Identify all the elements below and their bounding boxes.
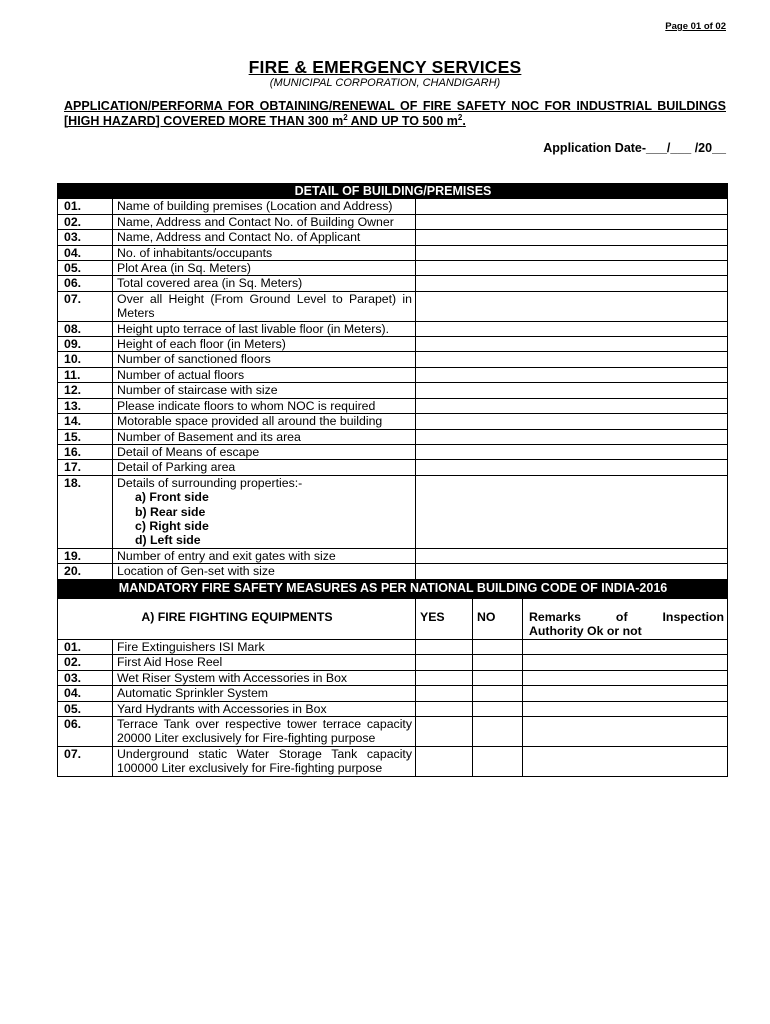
equipment-row	[58, 716, 728, 746]
surrounding-side-item: a) Front side	[135, 490, 209, 505]
no-checkbox-cell[interactable]	[473, 655, 523, 670]
equipment-row	[58, 686, 728, 701]
page-title: FIRE & EMERGENCY SERVICES	[248, 57, 522, 77]
row-label-text: Motorable space provided all around the building	[117, 414, 383, 429]
row-label	[113, 352, 416, 367]
row-number: 19.	[58, 548, 113, 563]
row-value-field[interactable]	[416, 214, 728, 229]
row-number: 01.	[58, 639, 113, 654]
equipment-label: Automatic Sprinkler System	[113, 686, 416, 701]
row-value-field[interactable]	[416, 337, 728, 352]
row-number: 14.	[58, 414, 113, 429]
building-detail-row	[58, 414, 728, 429]
row-number: 07.	[58, 291, 113, 321]
remarks-field[interactable]	[523, 746, 728, 776]
row-label-text: Number of entry and exit gates with size	[117, 548, 336, 563]
row-number: 13.	[58, 398, 113, 413]
row-label	[113, 383, 416, 398]
row-number: 08.	[58, 321, 113, 336]
equipment-row	[58, 701, 728, 716]
building-detail-row	[58, 352, 728, 367]
row-number: 03.	[58, 670, 113, 685]
row-value-field[interactable]	[416, 276, 728, 291]
application-date: Application Date-___/___ /20__	[543, 141, 726, 155]
page-subtitle: (MUNICIPAL CORPORATION, CHANDIGARH)	[269, 77, 501, 89]
no-checkbox-cell[interactable]	[473, 686, 523, 701]
building-detail-row	[58, 475, 728, 548]
row-label	[113, 398, 416, 413]
application-title-text: AND UP TO 500 m	[347, 113, 458, 128]
equipment-row	[58, 655, 728, 670]
row-value-field[interactable]	[416, 367, 728, 382]
row-value-field[interactable]	[416, 398, 728, 413]
building-detail-row	[58, 367, 728, 382]
application-form-table	[57, 183, 728, 777]
remarks-column-header	[523, 599, 728, 640]
building-detail-row	[58, 291, 728, 321]
equipment-label: Terrace Tank over respective tower terrace capacity 20000 Liter exclusively for Fire-fighting purpose	[113, 716, 416, 746]
row-label	[113, 337, 416, 352]
mandatory-section-heading: MANDATORY FIRE SAFETY MEASURES AS PER NATIONAL BUILDING CODE OF INDIA-2016	[58, 579, 728, 599]
row-label-text: Number of Basement and its area	[117, 429, 301, 444]
remarks-field[interactable]	[523, 686, 728, 701]
row-label-text: Name, Address and Contact No. of Building Owner	[117, 214, 394, 229]
row-label	[113, 199, 416, 214]
row-label	[113, 261, 416, 276]
row-label-text: Number of actual floors	[117, 367, 245, 382]
row-number: 15.	[58, 429, 113, 444]
row-label	[113, 245, 416, 260]
subsection-title: A) FIRE FIGHTING EQUIPMENTS	[58, 599, 416, 640]
surrounding-side-item: b) Rear side	[135, 504, 206, 519]
yes-checkbox-cell[interactable]	[416, 670, 473, 685]
yes-column-header: YES	[416, 599, 473, 640]
row-value-field[interactable]	[416, 245, 728, 260]
equipment-label: Wet Riser System with Accessories in Box	[113, 670, 416, 685]
no-checkbox-cell[interactable]	[473, 701, 523, 716]
building-detail-row	[58, 230, 728, 245]
row-label	[113, 321, 416, 336]
building-detail-row	[58, 383, 728, 398]
yes-checkbox-cell[interactable]	[416, 716, 473, 746]
superscript: 2	[343, 112, 348, 122]
row-value-field[interactable]	[416, 414, 728, 429]
row-number: 20.	[58, 564, 113, 579]
row-number: 16.	[58, 444, 113, 459]
row-value-field[interactable]	[416, 352, 728, 367]
application-title-text: .	[462, 113, 466, 128]
row-value-field[interactable]	[416, 429, 728, 444]
yes-checkbox-cell[interactable]	[416, 746, 473, 776]
row-label-text: Detail of Means of escape	[117, 444, 260, 459]
row-number: 05.	[58, 261, 113, 276]
row-value-field[interactable]	[416, 291, 728, 321]
row-label	[113, 414, 416, 429]
yes-checkbox-cell[interactable]	[416, 655, 473, 670]
row-number: 09.	[58, 337, 113, 352]
equipment-label: Yard Hydrants with Accessories in Box	[113, 701, 416, 716]
building-detail-row	[58, 199, 728, 214]
yes-checkbox-cell[interactable]	[416, 686, 473, 701]
surrounding-side-item: c) Right side	[135, 518, 209, 533]
remarks-field[interactable]	[523, 716, 728, 746]
row-number: 12.	[58, 383, 113, 398]
row-label	[113, 230, 416, 245]
row-value-field[interactable]	[416, 444, 728, 459]
building-detail-row	[58, 429, 728, 444]
building-section-heading-row	[58, 184, 728, 199]
building-detail-row	[58, 245, 728, 260]
row-number: 02.	[58, 655, 113, 670]
building-section-heading: DETAIL OF BUILDING/PREMISES	[58, 184, 728, 199]
remarks-header-line: Authority Ok or not	[529, 624, 642, 639]
application-title-text: APPLICATION/PERFORMA FOR OBTAINING/RENEWAL OF FIRE SAFETY NOC FOR INDUSTRIAL BUILDINGS [HIGH HAZARD] COVERED MORE THAN 300 m	[64, 99, 726, 128]
application-title	[64, 99, 726, 128]
building-detail-row	[58, 564, 728, 579]
remarks-field[interactable]	[523, 639, 728, 654]
row-number: 04.	[58, 686, 113, 701]
row-value-field[interactable]	[416, 548, 728, 563]
row-label	[113, 276, 416, 291]
row-label	[113, 564, 416, 579]
row-label-text: Total covered area (in Sq. Meters)	[117, 276, 303, 291]
row-value-field[interactable]	[416, 199, 728, 214]
row-number: 05.	[58, 701, 113, 716]
equipment-row	[58, 639, 728, 654]
row-label	[113, 429, 416, 444]
row-label-text: Height upto terrace of last livable floor (in Meters).	[117, 321, 390, 336]
no-checkbox-cell[interactable]	[473, 639, 523, 654]
no-checkbox-cell[interactable]	[473, 670, 523, 685]
row-label-text: Details of surrounding properties:-	[117, 475, 303, 490]
row-label-text: Name, Address and Contact No. of Applicant	[117, 230, 361, 245]
row-label-text: Number of staircase with size	[117, 383, 278, 398]
row-label	[113, 460, 416, 475]
row-label	[113, 444, 416, 459]
building-detail-row	[58, 337, 728, 352]
row-label-text: Location of Gen-set with size	[117, 564, 275, 579]
building-detail-row	[58, 321, 728, 336]
building-detail-row	[58, 444, 728, 459]
remarks-field[interactable]	[523, 670, 728, 685]
remarks-field[interactable]	[523, 655, 728, 670]
row-value-field[interactable]	[416, 564, 728, 579]
row-label-text: No. of inhabitants/occupants	[117, 245, 273, 260]
mandatory-section-heading-row	[58, 579, 728, 599]
row-value-field[interactable]	[416, 261, 728, 276]
building-detail-row	[58, 276, 728, 291]
no-checkbox-cell[interactable]	[473, 746, 523, 776]
row-label-text: Plot Area (in Sq. Meters)	[117, 261, 251, 276]
page-number: Page 01 of 02	[665, 21, 726, 32]
row-label	[113, 367, 416, 382]
equipment-header-row	[58, 599, 728, 640]
yes-checkbox-cell[interactable]	[416, 701, 473, 716]
row-label	[113, 475, 416, 548]
surrounding-side-item: d) Left side	[135, 533, 201, 548]
row-value-field[interactable]	[416, 230, 728, 245]
row-number: 04.	[58, 245, 113, 260]
row-number: 10.	[58, 352, 113, 367]
row-number: 07.	[58, 746, 113, 776]
row-label-text: Number of sanctioned floors	[117, 352, 271, 367]
equipment-row	[58, 746, 728, 776]
building-detail-row	[58, 214, 728, 229]
equipment-label: Underground static Water Storage Tank capacity 100000 Liter exclusively for Fire-fighting purpose	[113, 746, 416, 776]
row-value-field[interactable]	[416, 383, 728, 398]
row-value-field[interactable]	[416, 321, 728, 336]
row-number: 18.	[58, 475, 113, 548]
row-number: 01.	[58, 199, 113, 214]
row-number: 02.	[58, 214, 113, 229]
row-label-text: Over all Height (From Ground Level to Parapet) in Meters	[117, 291, 412, 321]
row-number: 06.	[58, 276, 113, 291]
building-detail-row	[58, 398, 728, 413]
equipment-label: Fire Extinguishers ISI Mark	[113, 639, 416, 654]
row-label-text: Please indicate floors to whom NOC is required	[117, 398, 376, 413]
remarks-header-line: Remarks of Inspection	[529, 610, 725, 625]
no-checkbox-cell[interactable]	[473, 716, 523, 746]
building-detail-row	[58, 548, 728, 563]
row-label	[113, 214, 416, 229]
row-value-field[interactable]	[416, 460, 728, 475]
row-label-text: Name of building premises (Location and Address)	[117, 199, 393, 214]
yes-checkbox-cell[interactable]	[416, 639, 473, 654]
row-label-text: Detail of Parking area	[117, 460, 236, 475]
row-label	[113, 548, 416, 563]
no-column-header: NO	[473, 599, 523, 640]
equipment-row	[58, 670, 728, 685]
superscript: 2	[457, 112, 463, 122]
row-label-text: Height of each floor (in Meters)	[117, 337, 286, 352]
building-detail-row	[58, 460, 728, 475]
row-number: 06.	[58, 716, 113, 746]
row-value-field[interactable]	[416, 475, 728, 548]
building-detail-row	[58, 261, 728, 276]
equipment-label: First Aid Hose Reel	[113, 655, 416, 670]
row-number: 11.	[58, 367, 113, 382]
row-number: 03.	[58, 230, 113, 245]
row-number: 17.	[58, 460, 113, 475]
remarks-field[interactable]	[523, 701, 728, 716]
row-label	[113, 291, 416, 321]
